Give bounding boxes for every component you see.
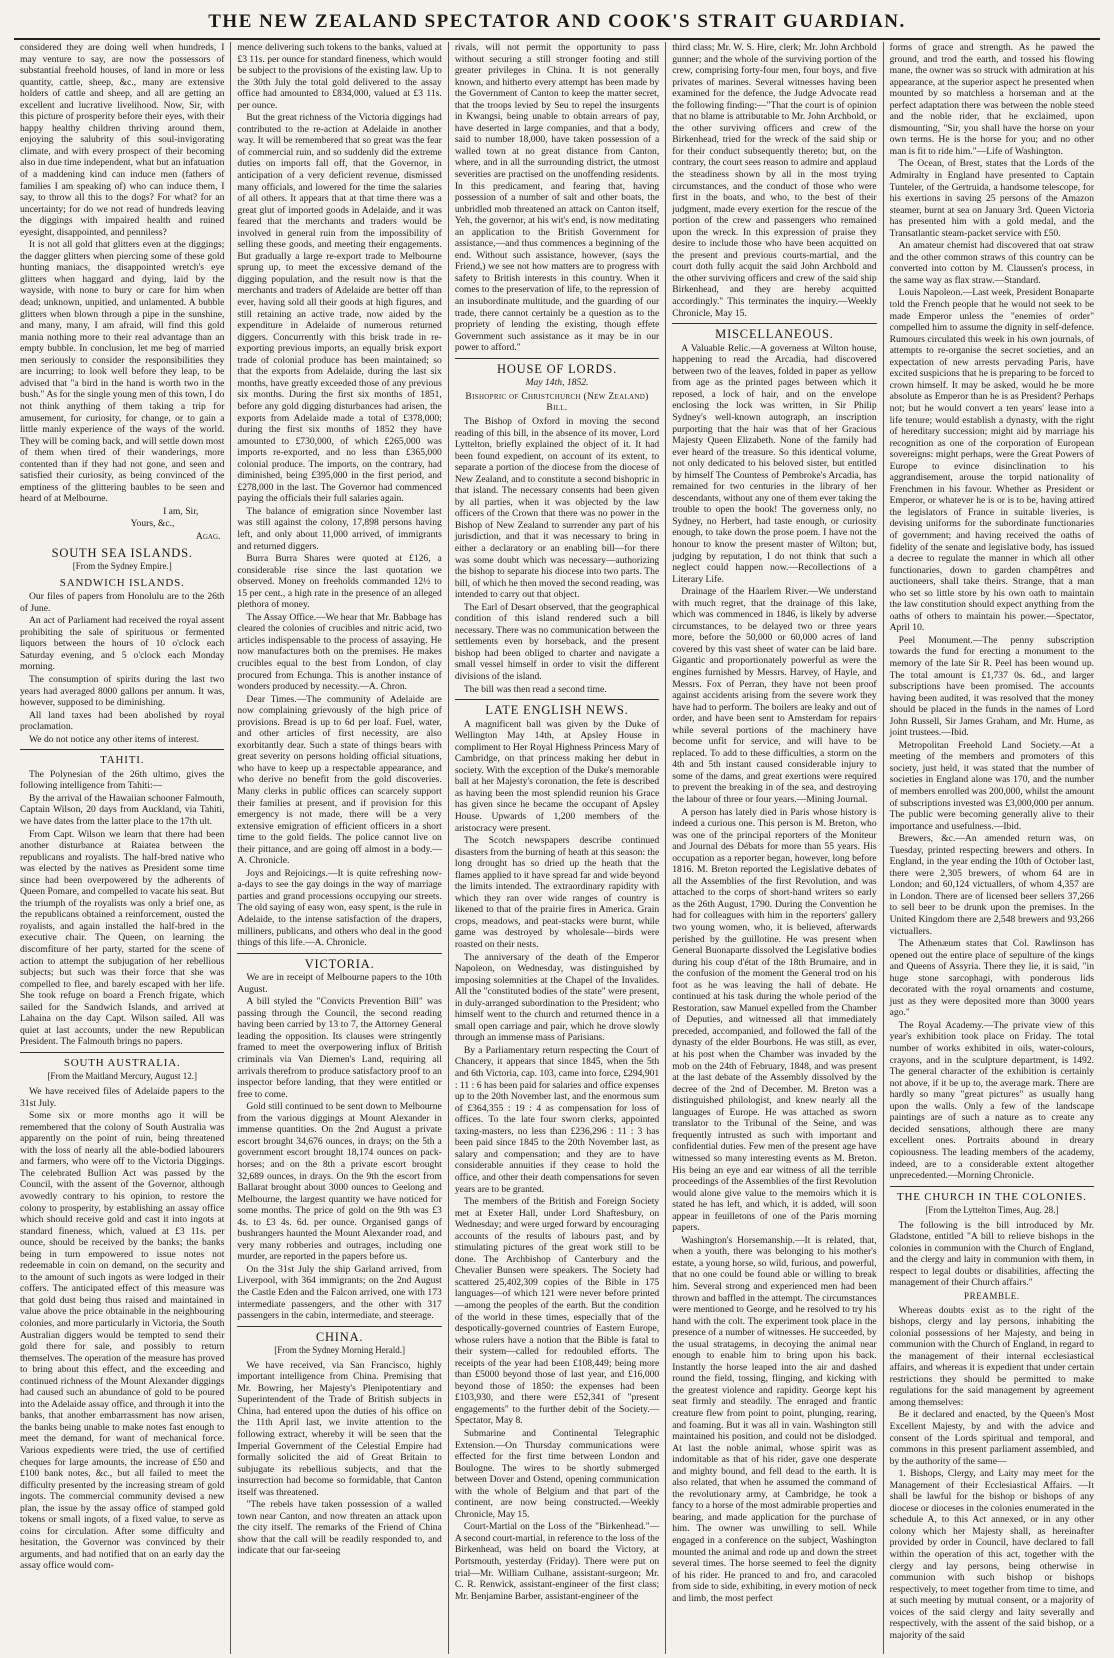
section-heading: CHINA.: [315, 1329, 364, 1344]
article-paragraph: Court-Martial on the Loss of the "Birkenhead."—A second court-martial, in reference to the loss of the Birkenhead, was held on board the Victory, at Portsmouth, yesterday (Friday). There were put on trial—Mr. William Culhane, assistant-surgeon; Mr. C. R. Renwick, assistant-engineer of the first class; Mr. Benjamine Barber, assistant-engineer of the: [454, 1521, 660, 1602]
article-paragraph: By a Parliamentary return respecting the Court of Chancery, it appears that since 1845, when the 5th and 6th Victoria, cap. 103, came into force, £294,901 : 11 : 6 has been paid for salaries and office expenses up to the 20th November last, and the enormous sum of £364,355 : 19 : 4 as compensation for loss of offices. To the late four sworn clerks, appointed taxing-masters, no less than £236,296 : 11 : 3 has been paid since 1845 to the 20th November last, as salary and compensation; and they are to have considerable annuities if they cease to hold the office, and other their death compensations for seven years are to be granted.: [454, 1044, 660, 1195]
article-paragraph: Drainage of the Haarlem River.—We understand with much regret, that the drainage of this lake, which was commenced in 1846, is likely by adverse circumstances, to be delayed two or three years more, before the 50,000 or 60,000 acres of land covered by this vast sheet of water can be laid bare. Gigantic and proportionately powerful as were the engines furnished by Messrs. Harvey, of Hayle, and Messrs. Fox of Perran, they have not been proof against accidents arising from the severe work they have had to perform. The boilers are leaky and out of order, and have been sent to Amsterdam for repairs while several portions of the machinery have become unfit for service, and will have to be replaced. To add to these difficulties, a storm on the 4th and 5th instant caused considerable injury to some of the dams, and great exertions were required to prevent the breaking in of the sea, and destroying the labour of three or four years.—Mining Journal.: [672, 586, 877, 805]
divider: [237, 953, 441, 954]
divider: [890, 1186, 1094, 1187]
section-heading: LATE ENGLISH NEWS.: [485, 703, 629, 718]
article-paragraph: The Athenæum states that Col. Rawlinson has opened out the entire place of sepulture of the kings and Queens of Assyria. There they lie, it is said, "in huge stone sarcophagi, with ponderous lids decorated with the royal ornaments and costume, just as they were deposited more than 3000 years ago.": [889, 938, 1095, 1019]
article-paragraph: rivals, will not permit the opportunity to pass without securing a still stronger footing and still greater privileges in China. It is not generally known, and hitherto every attempt has been made by the Government of Canton to keep the matter secret, that the troops levied by Seu to repel the insurgents in Kwangsi, being unable to obtain arrears of pay, have deserted in large companies, and that a body, said to number 18,000, have taken possession of a walled town at no great distance from Canton, where, and in all the surrounding district, the utmost severities are practised on the unoffending residents. In this predicament, and fearing that, having possession of a number of salt and other boats, the unbridled mob threatened an attack on Canton itself, Yeh, the governor, at his wit's end, is now meditating an application to the British Government for assistance,—and thus commences a beginning of the end. Without such assistance, however, (says the Friend,) we see not how matters are to progress with safety to British interests in this country. When it comes to the preservation of life, to the repression of an insubordinate multitude, and the guarding of our trade, there cannot certainly be a question as to the propriety of lending the existing, though effete Government such assistance as it may be in our power to afford.": [454, 42, 660, 354]
article-paragraph: The bill was then read a second time.: [463, 683, 607, 695]
article-paragraph: The Royal Academy.—The private view of this year's exhibition took place on Friday. The total number of works exhibited in oils, water-colours, crayons, and in the sculpture department, is 1492. The general character of the exhibition is certainly not above, if it be up to, the average mark. There are hardly so many "great pictures" as usually hang upon the walls. Only a few of the landscape paintings are of such a nature as to create any decided sensations, although there are many excellent ones. Portraits abound in dreary copiousness. The leading members of the academy, indeed, are to a considerable extent altogether unprecedented.—Morning Chronicle.: [889, 1019, 1095, 1182]
letter-closing: I am, Sir,: [163, 505, 199, 517]
article-paragraph: Washington's Horsemanship.—It is related, that, when a youth, there was belonging to his mother's estate, a young horse, so wild, furious, and powerful, that no one could be found able or willing to break him. Several strong and experienced men had been thrown and baffled in the attempt. The circumstances were mentioned to George, and he resolved to try his hand with the colt. The experiment took place in the presence of a number of witnesses. He succeeded, by the usual stratagems, in decoying the animal near enough to enable him to bring upon his back. Instantly the horse leaped into the air and dashed round the field, tossing, flinging, and kicking with the greatest violence and rapidity. George kept his seat firmly and steadily. The enraged and frantic creature flew from point to point, plunging, rearing, and foaming. But it was all in vain. Washington still maintained his position, and could not be dislodged. At last the noble animal, whose spirit was as indomitable as that of his rider, gave one desperate and mighty bound, and fell dead to the earth. It is also related, that when he assumed the command of the revolutionary army, at Cambridge, he took a fancy to a horse of the most admirable properties and bearing, and made application for the purchase of him. The owner was unwilling to sell. While engaged in a conference on the subject, Washington mounted the animal and rode up and down the street several times. The horse seemed to feel the dignity of his rider. He pranced to and fro, and caracoled from side to side, exhibiting, in every motion of neck and limb, the most perfect: [672, 1234, 877, 1604]
article-paragraph: forms of grace and strength. As he pawed the ground, and trod the earth, and tossed his flowing mane, the owner was so struck with admiration at his appearance, at the superior aspect he presented when mounted by so matchless a horseman and at the perfect adaptation there was between the noble steed and the noble rider, that he exclaimed, upon dismounting, "Sir, you shall have the horse on your own terms. He is the horse for you; and no other man is fit to ride him."—Life of Washington.: [889, 42, 1095, 157]
article-paragraph: The consumption of spirits during the last two years had averaged 8000 gallons per annum. It was, however, supposed to be diminishing.: [20, 673, 225, 709]
section-heading: SOUTH SEA ISLANDS.: [51, 545, 193, 560]
divider: [20, 749, 224, 750]
article-paragraph: We are in receipt of Melbourne papers to the 10th August.: [237, 972, 442, 995]
section-heading: VICTORIA.: [304, 956, 375, 971]
article-paragraph: The balance of emigration since November last was still against the colony, 17,898 persons having left, and only about 11,000 arrived, of immigrants and returned diggers.: [237, 505, 442, 552]
article-paragraph: A bill styled the "Convicts Prevention Bill" was passing through the Council, the second reading having been carried by 13 to 7, the Attorney General leading the opposition. Its clauses were stringently framed to meet the overpowering influx of British criminals via Van Diemen's Land, requiring all arrivals therefrom to produce satisfactory proof to an inspector before landing, that they were entitled or free to come.: [237, 996, 442, 1100]
article-paragraph: But the great richness of the Victoria diggings had contributed to the re-action at Adelaide in another way. It will be remembered that so great was the fear of commercial ruin, and so suddenly did the extreme duties on imports fall off, that the Governor, in anticipation of a very deficient revenue, dismissed many officials, and lowered for the time the salaries of all others. It appears that at that time there was a great glut of imported goods in Adelaide, and it was feared that the merchants and traders would be involved in general ruin from the impossibility of selling these goods, and meeting their engagements. But gradually a large re-export trade to Melbourne sprung up, to meet the excessive demand of the digging population, and the result now is that the merchants and traders of Adelaide are better off than ever, having sold all their goods at high figures, and still retaining an active trade, now aided by the expenditure in Adelaide of numerous returned diggers. Concurrently with this brisk trade in re-exporting previous imports, an equally brisk export trade of colonial produce has been maintained; so that the exports from Adelaide, during the last six months, have greatly exceeded those of any previous six months. During the first six months of 1851, before any gold digging disturbances had arisen, the exports from Adelaide made a total of £378,000; during the first six months of 1852 they have amounted to £730,000, of which £265,000 was imports re-exported, and no less than £365,000 colonial produce. The imports, on the contrary, had diminished, being £395,000 in the first period, and £278,000 in the last. The Governor had commenced paying the officials their full salaries again.: [237, 112, 442, 505]
column-3: [449, 42, 666, 1654]
article-paragraph: Be it declared and enacted, by the Queen's Most Excellent Majesty, by and with the advice and consent of the Lords spiritual and temporal, and commons in this present parliament assembled, and by the authority of the same—: [889, 1409, 1095, 1467]
article-paragraph: considered they are doing well when hundreds, I may venture to say, are now the possessors of substantial freehold houses, of land in more or less quantity, cattle, sheep, &c., many are extensive holders of cattle and sheep, and all are getting an excellent and lucrative livelihood. Now, Sir, with this picture of prosperity before their eyes, with their happy healthy children thriving around them, enjoying the salubrity of this soul-invigorating climate, and with every prospect of their becoming also in due time independent, what but an infatuation of a maddening kind can induce men (fathers of families I am speaking of) who can induce them, I say, to throw all this to the dogs? For what? for an uncertainty; for do we not read of hundreds leaving the diggings with impaired health and ruined eyesight, disappointed, and penniless?: [20, 42, 225, 238]
article-paragraph: Gold still continued to be sent down to Melbourne from the various diggings at Mount Alexander in immense quantities. On the 2nd August a private escort brought 34,676 ounces, in drays; on the 5th a government escort brought 18,174 ounces on pack-horses; and on the 8th a private escort brought 32,689 ounces, in drays. On the 9th the escort from Ballarat brought about 3000 ounces to Geelong and Melbourne, the largest quantity we have noticed for some months. The price of gold on the 9th was £3 4s. to £3 4s. 6d. per ounce. Organised gangs of bushrangers haunted the Mount Alexander road, and very many robberies and outrages, including one murder, are reported in the papers before us.: [237, 1101, 442, 1263]
article-paragraph: A person has lately died in Paris whose history is indeed a curious one. This person is M. Breton, who was one of the principal reporters of the Moniteur and Journal des Débats for more than 55 years. His occupation as a reporter began, however, long before 1816. M. Breton reported the Legislative debates of all the Assemblies of the first Revolution, and was attached to the corps of short-hand writers so early as the 26th August, 1790. During the Convention he had for colleagues with him in the reporters' gallery two young women, who, it is believed, afterwards perished by the guillotine. He was present when General Buonaparte dissolved the Legislative bodies during his coup d'état of the 18th Brumaire, and in the confusion of the moment the General trod on his foot as he was leaving the hall of debate. He continued at his task during the whole period of the Restoration, saw Manuel expelled from the Chamber of Deputies, and witnessed all that immediately preceded, accompanied, and followed the fall of the dynasty of the elder Bourbons. He was still, as ever, at his post when the Chamber was invaded by the mob on the 24th of February, 1848, and was present at the last debate of the Assembly dissolved by the decree of the 2nd of December. M. Breton was a distinguished philologist, and knew nearly all the languages of Europe. He was attached as sworn translator to the Tribunal of the Seine, and was frequently intrusted as such with important and confidential duties. Few men of the present age have witnessed so many interesting events as M. Breton. His being an eye and ear witness of all the terrible proceedings of the Assemblies of the first Revolution would alone give value to the memoirs which it is stated he has left, and which, it is added, will soon appear in feuilletons of one of the Paris morning papers.: [672, 806, 877, 1234]
article-paragraph: Submarine and Continental Telegraphic Extension.—On Thursday communications were effected for the first time between London and Boulogne. The wires to be shortly submerged between Dover and Ostend, opening communication with the whole of Belgium and that part of the continent, are now being constructed.—Weekly Chronicle, May 15.: [454, 1427, 660, 1520]
columns: [14, 42, 1100, 1654]
source-line: [From the Maitland Mercury, August 12.]: [47, 1071, 198, 1082]
article-paragraph: We have received files of Adelaide papers to the 31st July.: [20, 1086, 225, 1109]
article-paragraph: mence delivering such tokens to the banks, valued at £3 11s. per ounce for standard fineness, which would be subject to the provisions of the existing law. Up to the 30th July the total gold delivered to the assay office had amounted to £834,000, valued at £3 11s. per ounce.: [237, 42, 442, 111]
subsection-heading: SOUTH AUSTRALIA.: [63, 1056, 181, 1069]
divider: [455, 358, 659, 359]
article-paragraph: All land taxes had been abolished by royal proclamation.: [20, 709, 225, 733]
section-heading: MISCELLANEOUS.: [715, 327, 834, 342]
article-paragraph: It is not all gold that glitters even at the diggings; the dagger glitters when piercing some of these gold hunting maniacs, the disappointed wretch's eye glitters when haggard and dying, laid by the wayside, with none to bury or care for him when dead; unknown, unpitied, and unlamented. A bubble glitters when blown through a pipe in the sunshine, and many, many, I am afraid, will find this gold mania nothing more to their real advantage than an empty bubble. In conclusion, let me beg of married men seriously to consider the responsibilities they are incurring; to look well before they leap, to be advised that "a bird in the hand is worth two in the bush." As for the single young men of this town, I do not think anything of them taking a trip for amusement, for curiosity, for change, or to gain a little manly experience of the ways of the world. They will be coming back, and will settle down most of them when tired of their wanderings, more contented than if they had not gone, and seen and satisfied their curiosity, as being convinced of the emptiness of the glittering baubles to be seen and heard of at Melbourne.: [20, 239, 225, 505]
article-paragraph: Louis Napoleon.—Last week, President Bonaparte told the French people that he would not seek to be made Emperor unless the "enemies of order" compelled him to assume the dignity in self-defence. Rumours circulated this week in his own journals, of attempts to re-organise the secret societies, and an expectation of new arrests pervading Paris, have excited suspicions that he is preparing to be forced to crown himself. It may be asked, would he be more absolute as Emperor than he is as President? Perhaps not; but he would convert a ten years' lease into a life tenure; would establish a dynasty, with the right of hereditary succession; might aid by marriage his recognition as one of the corporation of European sovereigns: might perhaps, were the Great Powers of Europe to evince disinclination to his aggrandisement, arouse the torpid nationality of Frenchmen in his favour. Whether as President or Emperor, or whatever he is or is to be, having attired the legislators of France in suitable liveries, is devising uniforms for the subordinate functionaries of government; and having received the oaths of fidelity of the senate and legislative body, has issued a decree to regulate the manner in which all other functionaries, down to garden champêtres and auctioneers, shall take theirs. Strange, that a man who set so little store by his own oath to maintain the law constitution should expect anything from the oaths of others to maintain his power.—Spectator, April 10.: [889, 287, 1095, 634]
preamble-heading: PREAMBLE.: [964, 1290, 1020, 1301]
section-heading: THE CHURCH IN THE COLONIES.: [896, 1190, 1087, 1203]
subsection-heading: SANDWICH ISLANDS.: [59, 576, 185, 589]
article-paragraph: The anniversary of the death of the Emperor Napoleon, on Wednesday, was distinguished by imposing solemnities at the Chapel of the Invalides. All the "constituted bodies of the state" were present, in duly-arranged subordination to the President; who himself went to the church and returned thence in a small open carriage and pair, which he drove slowly through an immense mass of Parisians.: [454, 951, 660, 1044]
article-paragraph: Dear Times.—The community of Adelaide are now complaining grievously of the high price of provisions. Bread is up to 6d per loaf. Fuel, water, and other articles of first necessity, are also exorbitantly dear. Such a state of things bears with great severity on persons holding official situations, who have to keep up a respectable appearance, and who derive no benefit from the gold discoveries. Many clerks in public offices can scarcely support their families at present, and if provision for this emergency is not made, there will be a very extensive emigration of efficient officers in a short time to the gold fields. The police cannot live on their pittance, and are going off almost in a body.—A. Chronicle.: [237, 693, 442, 867]
article-paragraph: On the 31st July the ship Garland arrived, from Liverpool, with 364 immigrants; on the 2nd August the Castle Eden and the Falcon arrived, one with 173 intermediate passengers, and the other with 317 passengers in the cabin, intermediate, and steerage.: [237, 1263, 442, 1322]
bill-title: Bishopric of Christchurch (New Zealand) Bill.: [465, 390, 649, 414]
section-heading: HOUSE OF LORDS.: [497, 361, 618, 376]
article-paragraph: The members of the British and Foreign Society met at Exeter Hall, under Lord Shaftesbury, on Wednesday; and were urged forward by encouraging accounts of the results of labours past, and by stimulating pictures of the great work still to be done. The Archbishop of Canterbury and the Chevalier Bunsen were speakers. The Society had scattered 25,402,309 copies of the Bible in 175 languages—of which 121 were never before printed—among the peoples of the earth. But the condition of the world in these times, especially that of the despotically-governed countries of Eastern Europe, whose rulers have a notion that the Bible is fatal to their system—called for redoubled efforts. The receipts of the year had been £108,449; being more than £5000 beyond those of last year, and £16,000 beyond those of 1850: the expenses had been £103,930, and there were £52,341 of "present engagements" to the further debit of the Society.—Spectator, May 8.: [454, 1196, 660, 1427]
source-line: [From the Sydney Morning Herald.]: [274, 1345, 405, 1356]
article-paragraph: A magnificent ball was given by the Duke of Wellington May 14th, at Apsley House in compliment to Her Royal Highness Princess Mary of Cambridge, on that princess making her debut in society. With the exception of the Duke's memorable ball at her Majesty's coronation, the fete is described as having been the most splendid reunion his Grace has given since he became the occupant of Apsley House. Upwards of 1,200 members of the aristocracy were present.: [454, 718, 660, 834]
article-paragraph: The Bishop of Oxford in moving the second reading of this bill, in the absence of its mover, Lord Lyttelton, briefly explained the object of it. It had been found expedient, on account of its extent, to separate a portion of the diocese from the diocese of New Zealand, and to constitute a second bishopric in that island. The necessary consents had been given by all parties, when it was objected by the law officers of the Crown that there was no power in the Bishop of New Zealand to surrender any part of his jurisdiction, and that it was necessary to bring in either a declaratory or an enabling bill—for there was some doubt which was necessary—authorizing the bishop to separate his diocese into two parts. The bill, of which he then moved the second reading, was intended to carry out that object.: [454, 415, 660, 601]
divider: [20, 1052, 224, 1053]
letter-closing: Yours, &c.,: [130, 518, 175, 530]
article-paragraph: third class; Mr. W. S. Hire, clerk; Mr. John Archbold gunner; and the whole of the surviving portion of the crew, comprising forty-four men, four boys, and five privates of marines. Several witnesses having been examined for the defence, the Judge Advocate read the following finding:—"That the court is of opinion that no blame is attributable to Mr. John Archbold, or the other surviving officers and crew of the Birkenhead, tried for the wreck of the said ship or for their conduct subsequently thereto; but, on the contrary, the court sees reason to admire and applaud the steadiness shown by all in the most trying circumstances, and the conduct of those who were first in the boats, and who, to the best of their judgment, made every exertion for the rescue of the portion of the crew and passengers who remained upon the wreck. In this expression of praise they desire to include those who have been acquitted on the present and previous courts-martial, and the court doth fully acquit the said John Archbold and the other surviving officers and crew of the said ship Birkenhead, and they are hereby acquitted accordingly." This terminates the inquiry.—Weekly Chronicle, May 15.: [672, 42, 877, 319]
divider: [455, 699, 659, 700]
masthead: [14, 8, 1100, 40]
article-paragraph: An act of Parliament had received the royal assent prohibiting the sale of spirituous or fermented liquors between the hours of 10 o'clock each Saturday evening, and 5 o'clock each Monday morning.: [20, 615, 225, 673]
subsection-heading: TAHITI.: [100, 754, 145, 767]
article-paragraph: The Assay Office.—We hear that Mr. Babbage has cleared the colonies of crucibles and nitric acid, two articles indispensable to the process of assaying. He now manufactures both on the premises. He makes crucibles equal to the best from London, of clay procured from Echunga. This is another instance of wonders produced by necessity.—A. Chron.: [237, 611, 442, 693]
dateline: May 14th, 1852.: [525, 377, 589, 389]
article-paragraph: The Scotch newspapers describe continued disasters from the burning of heath at this season: the long drought has so dried up the heath that the flames applied to it have spread far and wide beyond the limits intended. The extraordinary rapidity with which they ran over wide ranges of country is likened to that of the prairie fires in America. Grain crops, meadows, and peat-stacks were burnt, while game was destroyed by wholesale—birds were roasted on their nests.: [454, 835, 660, 951]
column-1: [14, 42, 231, 1654]
source-line: [From the Lyttelton Times, Aug. 28.]: [925, 1205, 1059, 1216]
article-paragraph: A Valuable Relic.—A governess at Wilton house, happening to read the Arcadia, had discovered between two of the leaves, folded in paper as yellow from age as the printed pages between which it reposed, a lock of hair, and on the envelope enclosing the lock was written, in Sir Philip Sydney's well-known autograph, an inscription purporting that the hair was that of her Gracious Majesty Queen Elizabeth. None of the family had ever heard of the treasure. So this identical volume, not only dedicated to his beloved sister, but entitled by himself The Countess of Pembroke's Arcadia, has remained for two centuries in the library of her descendants, without any one of them ever taking the trouble to open the book! The governess only, no Sydney, no Herbert, had taste enough, or curiosity enough, to take down the prose poem. I have not the honour to know the present master of Wilton; but, judging by reputation, I do not think that such a neglect could happen now.—Recollections of a Literary Life.: [672, 342, 877, 585]
article-paragraph: The Polynesian of the 26th ultimo, gives the following intelligence from Tahiti:—: [20, 768, 225, 792]
column-4: [666, 42, 883, 1654]
column-2: [231, 42, 448, 1654]
article-paragraph: By the arrival of the Hawaiian schooner Falmouth, Captain Wilson, 20 days from Auckland, via Tahiti, we have dates from the latter place to the 17th ult.: [20, 792, 225, 827]
article-paragraph: Metropolitan Freehold Land Society.—At a meeting of the members and promoters of this society, just held, it was stated that the number of societies in England alone was 170, and the number of members enrolled was 200,000, whilst the amount of subscriptions invested was £3,000,000 per annum. The public were becoming generally alive to their importance and usefulness.—Ibid.: [889, 739, 1095, 832]
article-paragraph: "The rebels have taken possession of a walled town near Canton, and now threaten an attack upon the city itself. The remarks of the Friend of China show that the call will be readily responded to, and indicate that our far-seeing: [237, 1499, 442, 1557]
article-paragraph: The following is the bill introduced by Mr. Gladstone, entitled "A bill to relieve bishops in the colonies in communion with the Church of England, and the clergy and laity in communion with them, in respect to legal doubts or disabilities, affecting the management of their Church affairs.": [889, 1219, 1095, 1289]
article-paragraph: Brewers, &c.—An amended return was, on Tuesday, printed respecting brewers and others. In England, in the year ending the 10th of October last, there were 2,305 brewers, of whom 64 are in London; and 60,124 victuallers, of whom 4,357 are in London. There are of licensed beer sellers 37,266 to sell beer to be drunk upon the premises. In the United Kingdom there are 2,548 brewers and 93,266 victuallers.: [889, 833, 1095, 937]
article-paragraph: Burra Burra Shares were quoted at £126, a considerable rise since the last quotation we observed. Money on freeholds commanded 12½ to 15 per cent., a high rate in the presence of an alleged plethora of money.: [237, 553, 442, 611]
masthead-title: THE NEW ZEALAND SPECTATOR AND COOK'S STRAIT GUARDIAN.: [208, 11, 906, 32]
article-paragraph: From Capt. Wilson we learn that there had been another disturbance at Raiatea between the republicans and royalists. The half-bred native who was elected by the natives as President some time since had been overpowered by the adherents of Queen Pomare, and compelled to vacate his seat. But the triumph of the royalists was only a brief one, as the republicans obtained a reinforcement, ousted the royalists, and again installed the half-bred in the executive chair. The Queen, on learning the discomfiture of her party, started for the scene of action to attempt the subjugation of her rebellious subjects; but such was their force that she was compelled to flee, and barely escaped with her life. She took refuge on board a French frigate, which sailed for the Sandwich Islands, and arrived at Lahaina on the day Capt. Wilson sailed. All was quiet at last accounts, under the new Republican President. The Falmouth brings no papers.: [20, 828, 225, 1048]
divider: [237, 1326, 441, 1327]
source-line: [From the Sydney Empire.]: [72, 561, 172, 572]
article-paragraph: An amateur chemist had discovered that oat straw and the other common straws of this country can be converted into cotton by M. Claussen's process, in the same way as flax straw.—Standard.: [889, 240, 1095, 286]
article-paragraph: The Earl of Desart observed, that the geographical condition of this island rendered such a bill necessary. There was no communication between the settlements even by horseback, and the present bishop had been obliged to charter and navigate a small vessel himself in order to visit the different divisions of the island.: [454, 601, 660, 682]
article-paragraph: 1. Bishops, Clergy, and Laity may meet for the Management of their Ecclesiastical Affairs. —It shall be lawful for the bishop or bishops of any diocese or dioceses in the colonies enumerated in the schedule A, to this Act annexed, or in any other colony which her Majesty shall, as hereinafter provided by order in Council, have declared to fall within the operation of this act, together with the clergy and lay persons, being otherwise in communion with such bishop or bishops respectively, to meet together from time to time, and at such meeting by mutual consent, or a majority of voices of the said clergy and laity severally and respectively, with the assent of the said bishop, or a majority of the said: [889, 1468, 1095, 1641]
article-paragraph: Some six or more months ago it will be remembered that the colony of South Australia was apparently on the point of ruin, being threatened with the loss of nearly all the able-bodied labourers and farmers, who were off to the Victoria Diggings. The celebrated Bullion Act was passed by the Council, with the assent of the Governor, although avowedly contrary to his opinion, to restore the colony to prosperity, by establishing an assay office which should receive gold and cast it into ingots at standard fineness, which, valued at £3 11s. per ounce, should be received by the banks; the banks being in turn empowered to issue notes not redeemable in coin on demand, on the security and to the amount of such ingots as were lodged in their coffers. The anticipated effect of this measure was that gold dust being thus raised and maintained in value above the price obtainable in the neighbouring colonies, and more particularly in Victoria, the South Australian diggers would be tempted to send their gold there for sale, and possibly to return themselves. The operation of the measure has proved to bring about this effect, and the exceeding and continued richness of the Mount Alexander diggings had caused such an abundance of gold to be poured into the Adelaide assay office, and through it into the banks, that another embarrassment has now arisen, the banks being unable to make notes fast enough to meet the demand, for want of mechanical force. Various expedients were tried, the use of certified cheques for large amounts, the increase of £50 and £100 bank notes, &c., but all failed to meet the difficulty presented by the increasing stream of gold ingots. The commercial community devised a new plan, the issue by the assay office of stamped gold tokens or small ingots, of a fixed value, to serve as coins for circulation. After some difficulty and hesitation, the Governor was convinced by their arguments, and had notified that on an early day the assay office would com-: [20, 1110, 225, 1572]
divider: [672, 323, 876, 324]
article-paragraph: We do not notice any other items of interest.: [29, 733, 200, 745]
article-paragraph: Joys and Rejoicings.—It is quite refreshing now-a-days to see the gay doings in the way of marriage parties and grand processions occupying our streets. The old saying of easy won, easy spent, is the rule in Adelaide, to the intense satisfaction of the drapers, milliners, publicans, and others who deal in the good things of this life.—A. Chronicle.: [237, 867, 442, 949]
article-paragraph: We have received, via San Francisco, highly important intelligence from China. Premising that Mr. Bowring, her Majesty's Plenipotentiary and Superintendent of the Trade of British subjects in China, had entered upon the duties of his office on the 11th April last, we invite attention to the following extract, whereby it will be seen that the Imperial Government of the Celestial Empire had formally solicited the aid of Great Britain to subjugate its rebellious subjects, and that the insurrection had become so formidable, that Canton itself was threatened.: [237, 1359, 442, 1498]
article-paragraph: Peel Monument.—The penny subscription towards the fund for erecting a monument to the memory of the late Sir R. Peel has been wound up. The total amount is £1,737 0s. 6d., and larger subscriptions have been promised. The accounts having been audited, it was resolved that the money should be placed in the funds in the names of Lord John Russell, Sir James Graham, and Mr. Hume, as joint trustees.—Ibid.: [889, 634, 1095, 739]
article-paragraph: The Ocean, of Brest, states that the Lords of the Admiralty in England have presented to Captain Tunteler, of the Gertruida, a handsome telescope, for his exertions in saving 25 persons of the Amazon steamer, burnt at sea on January 3rd. Queen Victoria has presented him with a gold medal, and the Transatlantic steam-packet service with £50.: [889, 158, 1095, 239]
article-paragraph: Whereas doubts exist as to the right of the bishops, clergy and lay persons, inhabiting the colonial possessions of her Majesty, and being in communion with the Church of England, in regard to the management of their internal ecclesiastical affairs, and whereas it is expedient that under certain restrictions they should be permitted to make regulations for the said management by agreement among themselves:: [889, 1304, 1095, 1408]
letter-signature: Agag.: [195, 530, 221, 542]
article-paragraph: Our files of papers from Honolulu are to the 26th of June.: [20, 591, 225, 614]
column-5: [884, 42, 1100, 1654]
